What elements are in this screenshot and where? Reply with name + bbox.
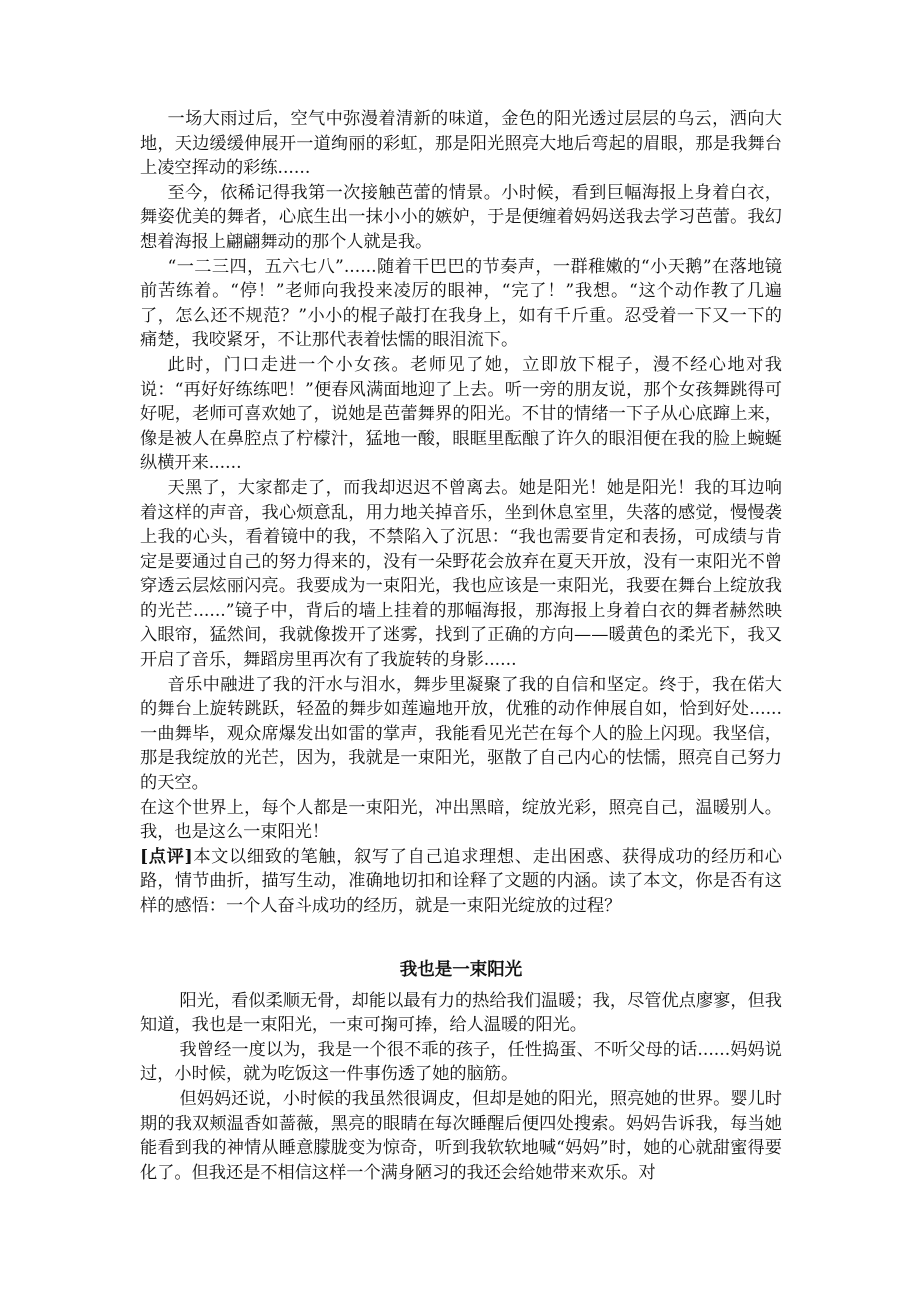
essay2-paragraph-3: 但妈妈还说，小时候的我虽然很调皮，但却是她的阳光，照亮她的世界。婴儿时期的我双颊温香如蔷薇，黑亮的眼睛在每次睡醒后便四处搜索。妈妈告诉我，每当她能看到我的神情从睡意朦胧变为惊奇，听到我软软地喊“妈妈”时，她的心就甜蜜得要化了。但我还是不相信这样一个满身陋习的我还会给她带来欢乐。对 (140, 1088, 782, 1183)
essay-two (140, 957, 782, 1186)
essay-one (140, 107, 782, 919)
essay1-paragraph-2: 至今，依稀记得我第一次接触芭蕾的情景。小时候，看到巨幅海报上身着白衣，舞姿优美的舞者，心底生出一抹小小的嫉妒，于是便缠着妈妈送我去学习芭蕾。我幻想着海报上翩翩舞动的那个人就是我。 (140, 182, 782, 252)
document-page (140, 107, 782, 1185)
essay2-paragraph-2: 我曾经一度以为，我是一个很不乖的孩子，任性捣蛋、不听父母的话......妈妈说过，小时候，就为吃饭这一件事伤透了她的脑筋。 (140, 1039, 782, 1085)
essay2-title: 我也是一束阳光 (399, 959, 523, 980)
comment-tag: [点评] (140, 846, 193, 867)
essay2-paragraph-1: 阳光，看似柔顺无骨，却能以最有力的热给我们温暖；我，尽管优点廖寥，但我知道，我也是一束阳光，一束可掬可捧，给人温暖的阳光。 (140, 990, 782, 1036)
essay1-closing: 在这个世界上，每个人都是一束阳光，冲出黑暗，绽放光彩，照亮自己，温暖别人。我，也是这么一束阳光！ (140, 797, 782, 843)
essay1-paragraph-3: “一二三四，五六七八”......随着干巴巴的节奏声，一群稚嫩的“小天鹅”在落地镜前苦练着。“停！”老师向我投来凌厉的眼神，“完了！”我想。“这个动作教了几遍了，怎么还不规范？”小小的棍子敲打在我身上，如有千斤重。忍受着一下又一下的痛楚，我咬紧牙，不让那代表着怯懦的眼泪流下。 (140, 256, 782, 351)
comment-text: 本文以细致的笔触，叙写了自己追求理想、走出困惑、获得成功的经历和心路，情节曲折，描写生动，准确地切扣和诠释了文题的内涵。读了本文，你是否有这样的感悟：一个人奋斗成功的经历，就是一束阳光绽放的过程？ (140, 846, 782, 916)
essay1-paragraph-5: 天黑了，大家都走了，而我却迟迟不曾离去。她是阳光！她是阳光！我的耳边响着这样的声音，我心烦意乱，用力地关掉音乐，坐到休息室里，失落的感觉，慢慢袭上我的心头，看着镜中的我，不禁陷入了沉思：“我也需要肯定和表扬，可成绩与肯定是要通过自己的努力得来的，没有一朵野花会放弃在夏天开放，没有一束阳光不曾穿透云层炫丽闪亮。我要成为一束阳光，我也应该是一束阳光，我要在舞台上绽放我的光芒......”镜子中，背后的墙上挂着的那幅海报，那海报上身着白衣的舞者赫然映入眼帘，猛然间，我就像拨开了迷雾，找到了正确的方向——暖黄色的柔光下，我又开启了音乐，舞蹈房里再次有了我旋转的身影...... (140, 477, 782, 671)
essay1-paragraph-4: 此时，门口走进一个小女孩。老师见了她，立即放下棍子，漫不经心地对我说：“再好好练练吧！”便春风满面地迎了上去。听一旁的朋友说，那个女孩舞跳得可好呢，老师可喜欢她了，说她是芭蕾舞界的阳光。不甘的情绪一下子从心底蹿上来，像是被人在鼻腔点了柠檬汁，猛地一酸，眼眶里酝酿了许久的眼泪便在我的脸上蜿蜒纵横开来...... (140, 354, 782, 474)
essay1-paragraph-1: 一场大雨过后，空气中弥漫着清新的味道，金色的阳光透过层层的乌云，洒向大地，天边缓缓伸展开一道绚丽的彩虹，那是阳光照亮大地后弯起的眉眼，那是我舞台上凌空挥动的彩练...... (140, 109, 782, 179)
essay1-comment (140, 845, 782, 919)
essay1-paragraph-6: 音乐中融进了我的汗水与泪水，舞步里凝聚了我的自信和坚定。终于，我在偌大的舞台上旋转跳跃，轻盈的舞步如莲遍地开放，优雅的动作伸展自如，恰到好处......一曲舞毕，观众席爆发出如雷的掌声，我能看见光芒在每个人的脸上闪现。我坚信，那是我绽放的光芒，因为，我就是一束阳光，驱散了自己内心的怯懦，照亮自己努力的天空。 (140, 674, 782, 794)
